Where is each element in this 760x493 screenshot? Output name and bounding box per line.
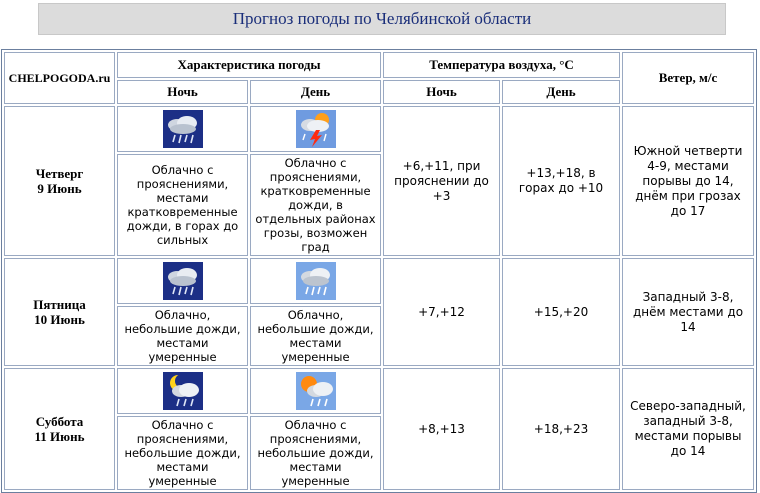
night-description: Облачно с прояснениями, небольшие дожди, местами умеренные [117,416,248,490]
weekday-label: Суббота [35,414,84,429]
header-weather-day: День [250,80,381,104]
day-icon-cell [250,368,381,414]
date-label: 10 Июнь [34,312,85,327]
temp-night-value: +6,+11, при прояснении до +3 [383,106,500,256]
temp-day-value: +15,+20 [502,258,620,366]
sun-cloud-rain-icon [296,372,336,410]
cloud-rain-icon [296,262,336,300]
night-icon-cell [117,106,248,152]
day-description: Облачно с прояснениями, кратковременные дожди, в отдельных районах грозы, возможен град [250,154,381,256]
day-icon-cell [250,106,381,152]
night-description: Облачно с прояснениями, местами кратковременные дожди, в горах до сильных [117,154,248,256]
temp-night-value: +7,+12 [383,258,500,366]
moon-cloud-rain-icon [163,372,203,410]
wind-value: Южной четверти 4-9, местами порывы до 14, днём при грозах до 17 [622,106,754,256]
night-description: Облачно, небольшие дожди, местами умеренные [117,306,248,366]
wind-value: Западный 3-8, днём местами до 14 [622,258,754,366]
night-icon-cell [117,368,248,414]
cloud-rain-icon [163,262,203,300]
table-row [4,368,754,414]
table-row [4,258,754,304]
temp-day-value: +18,+23 [502,368,620,490]
table-row [4,106,754,152]
header-weather-night: Ночь [117,80,248,104]
night-icon-cell [117,258,248,304]
day-cell [4,368,115,490]
forecast-table [1,49,757,493]
temp-night-value: +8,+13 [383,368,500,490]
wind-value: Северо-западный, западный 3-8, местами порывы до 14 [622,368,754,490]
header-temp-night: Ночь [383,80,500,104]
date-label: 11 Июнь [34,429,85,444]
day-cell [4,106,115,256]
temp-day-value: +13,+18, в горах до +10 [502,106,620,256]
weekday-label: Четверг [35,166,84,181]
header-temperature: Температура воздуха, °С [383,52,620,78]
header-wind: Ветер, м/с [622,52,754,104]
brand-label: CHELPOGODA.ru [4,52,115,104]
day-description: Облачно, небольшие дожди, местами умеренные [250,306,381,366]
weekday-label: Пятница [33,297,86,312]
header-weather-characteristic: Характеристика погоды [117,52,381,78]
thunderstorm-icon [296,110,336,148]
day-description: Облачно с прояснениями, небольшие дожди, местами умеренные [250,416,381,490]
day-icon-cell [250,258,381,304]
cloud-rain-icon [163,110,203,148]
header-temp-day: День [502,80,620,104]
date-label: 9 Июнь [37,181,82,196]
page-title: Прогноз погоды по Челябинской области [38,3,726,35]
day-cell [4,258,115,366]
